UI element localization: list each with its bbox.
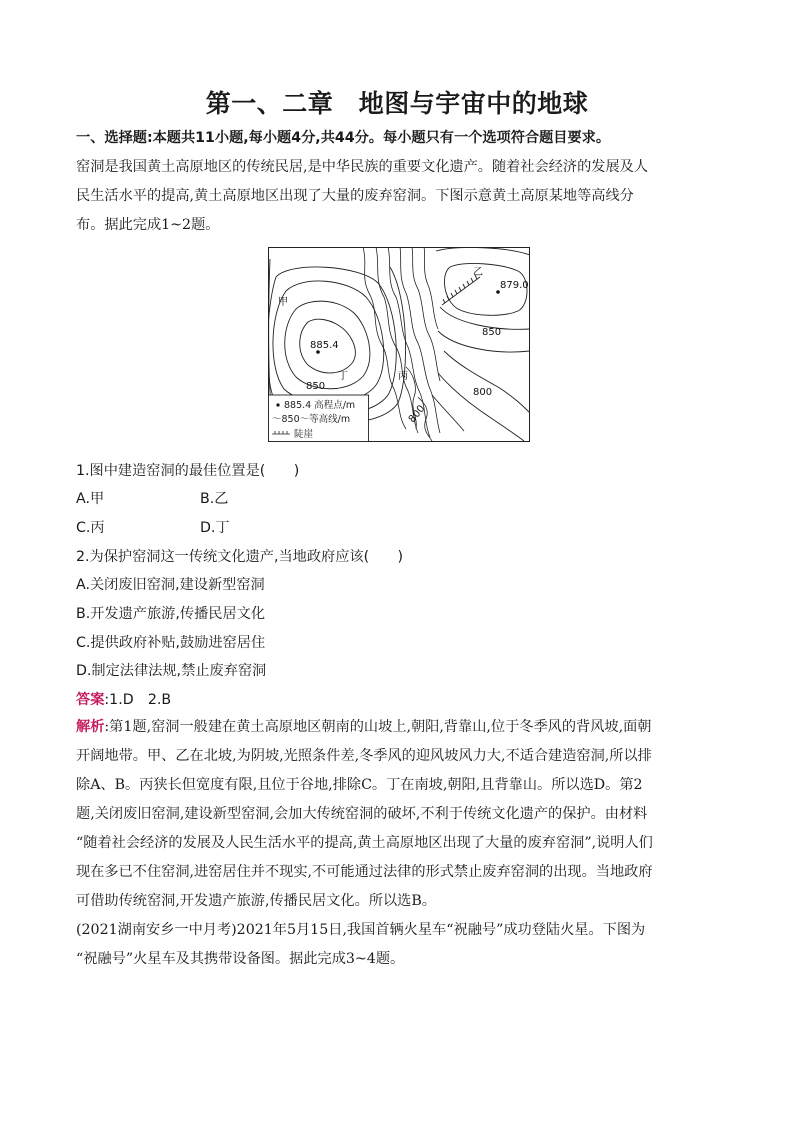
analysis-line-5: “随着社会经济的发展及人民生活水平的提高,黄土高原地区出现了大量的废弃窑洞”,说明人们 [76,835,653,851]
label-jia: 甲 [278,297,288,308]
analysis-line-2: 开阔地带。甲、乙在北坡,为阴坡,光照条件差,冬季风的迎风坡风力大,不适合建造窑洞,所以排 [76,748,652,764]
question-1-option-c: C.丙 [76,520,105,536]
next-material-line-1: (2021湖南安乡一中月考)2021年5月15日,我国首辆火星车“祝融号”成功登陆火星。下图为 [76,922,646,938]
answer-label: 答案 [76,692,105,708]
answer-text: :1.D 2.B [104,692,172,708]
label-ding: 丁 [338,371,348,382]
page-title: 第一、二章 地图与宇宙中的地球 [205,89,589,118]
label-contour-850-west: 850 [306,381,326,392]
legend-spot-label: 885.4 高程点/m [284,400,356,411]
label-contour-800-east: 800 [473,387,493,398]
question-2-stem: 2.为保护窑洞这一传统文化遗产,当地政府应该( ) [76,549,404,565]
label-yi: 乙 [473,267,483,278]
intro-line-3: 布。据此完成1~2题。 [76,217,220,233]
map-legend [269,395,369,442]
legend-cliff-label: 陡崖 [294,429,314,440]
intro-line-2: 民生活水平的提高,黄土高原地区出现了大量的废弃窑洞。下图示意黄土高原某地等高线分 [76,188,634,204]
label-contour-800-valley: 800 [406,403,428,426]
analysis-line-4: 题,关闭废旧窑洞,建设新型窑洞,会加大传统窑洞的破坏,不利于传统文化遗产的保护。由材料 [76,806,648,822]
question-2-option-d: D.制定法律法规,禁止废弃窑洞 [76,663,267,679]
question-1-stem: 1.图中建造窑洞的最佳位置是( ) [76,463,300,479]
label-peak-879: 879.0 [500,280,529,291]
analysis-text-1: :第1题,窑洞一般建在黄土高原地区朝南的山坡上,朝阳,背靠山,位于冬季风的背风坡,面朝 [104,719,652,735]
analysis-line-3: 除A、B。丙狭长但宽度有限,且位于谷地,排除C。丁在南坡,朝阳,且背靠山。所以选D。第2 [76,777,643,793]
label-contour-850-east: 850 [482,327,502,338]
analysis-line-6: 现在多已不住窑洞,进窑居住并不现实,不可能通过法律的形式禁止废弃窑洞的出现。当地政府 [76,864,653,880]
legend-spot-icon [276,403,279,406]
legend-contour-label: ～850～等高线/m [272,414,351,425]
question-2-option-c: C.提供政府补贴,鼓励进窑居住 [76,635,266,651]
question-2-option-a: A.关闭废旧窑洞,建设新型窑洞 [76,577,265,593]
section-header: 一、选择题:本题共11小题,每小题4分,共44分。每小题只有一个选项符合题目要求。 [76,130,611,146]
answer-line [76,690,726,710]
label-bing: 丙 [398,371,408,382]
question-1-option-b: B.乙 [200,491,229,507]
next-material-line-2: “祝融号”火星车及其携带设备图。据此完成3~4题。 [76,951,405,967]
question-1-option-d: D.丁 [200,520,230,536]
question-2-option-b: B.开发遗产旅游,传播民居文化 [76,606,266,622]
intro-line-1: 窑洞是我国黄土高原地区的传统民居,是中华民族的重要文化遗产。随着社会经济的发展及人 [76,159,649,175]
analysis-line-7: 可借助传统窑洞,开发遗产旅游,传播民居文化。所以选B。 [76,893,436,909]
question-1-option-a: A.甲 [76,491,105,507]
contour-map-figure [268,247,530,442]
analysis-label: 解析 [76,719,105,735]
label-peak-885: 885.4 [310,340,339,351]
analysis-line-1 [76,717,726,737]
